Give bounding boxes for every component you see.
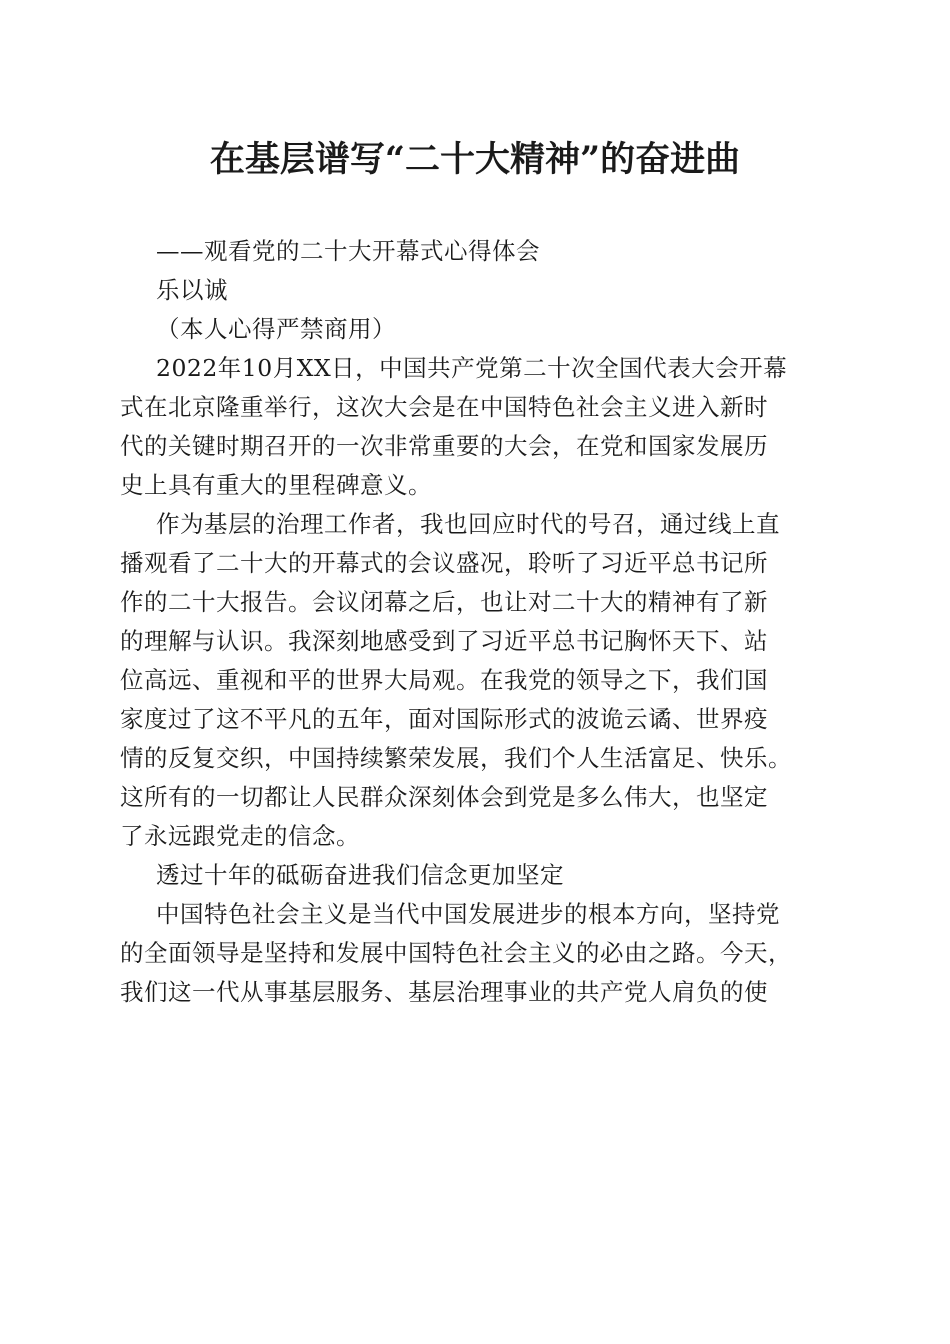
- paragraph-line: 情的反复交织，中国持续繁荣发展，我们个人生活富足、快乐。: [120, 744, 792, 772]
- section-heading: 透过十年的砥砺奋进我们信念更加坚定: [156, 861, 564, 889]
- paragraph-line: 史上具有重大的里程碑意义。: [120, 471, 432, 499]
- document-title: 在基层谱写“二十大精神”的奋进曲: [209, 139, 741, 180]
- paragraph-line: 中国特色社会主义是当代中国发展进步的根本方向，坚持党: [156, 900, 780, 928]
- author: 乐以诚: [156, 276, 228, 304]
- paragraph-line: 家度过了这不平凡的五年，面对国际形式的波诡云谲、世界疫: [120, 705, 768, 733]
- paragraph-line: 这所有的一切都让人民群众深刻体会到党是多么伟大，也坚定: [120, 783, 768, 811]
- paragraph-line: 2022年10月XX日，中国共产党第二十次全国代表大会开幕: [156, 354, 788, 382]
- paragraph-line: 我们这一代从事基层服务、基层治理事业的共产党人肩负的使: [120, 978, 768, 1006]
- paragraph-line: 的理解与认识。我深刻地感受到了习近平总书记胸怀天下、站: [120, 627, 768, 655]
- paragraph-line: 的全面领导是坚持和发展中国特色社会主义的必由之路。今天，: [120, 939, 792, 967]
- paragraph-line: 位高远、重视和平的世界大局观。在我党的领导之下，我们国: [120, 666, 768, 694]
- paragraph-line: 作的二十大报告。会议闭幕之后，也让对二十大的精神有了新: [120, 588, 768, 616]
- paragraph-1: [120, 349, 832, 505]
- paragraph-2: [120, 505, 832, 856]
- usage-note: （本人心得严禁商用）: [156, 315, 396, 343]
- paragraph-line: 播观看了二十大的开幕式的会议盛况，聆听了习近平总书记所: [120, 549, 768, 577]
- paragraph-line: 作为基层的治理工作者，我也回应时代的号召，通过线上直: [156, 510, 780, 538]
- document-body: [120, 232, 832, 1012]
- paragraph-line: 代的关键时期召开的一次非常重要的大会，在党和国家发展历: [120, 432, 768, 460]
- subtitle: ——观看党的二十大开幕式心得体会: [156, 237, 540, 265]
- paragraph-line: 式在北京隆重举行，这次大会是在中国特色社会主义进入新时: [120, 393, 768, 421]
- paragraph-3: [120, 895, 832, 1012]
- paragraph-line: 了永远跟党走的信念。: [120, 822, 360, 850]
